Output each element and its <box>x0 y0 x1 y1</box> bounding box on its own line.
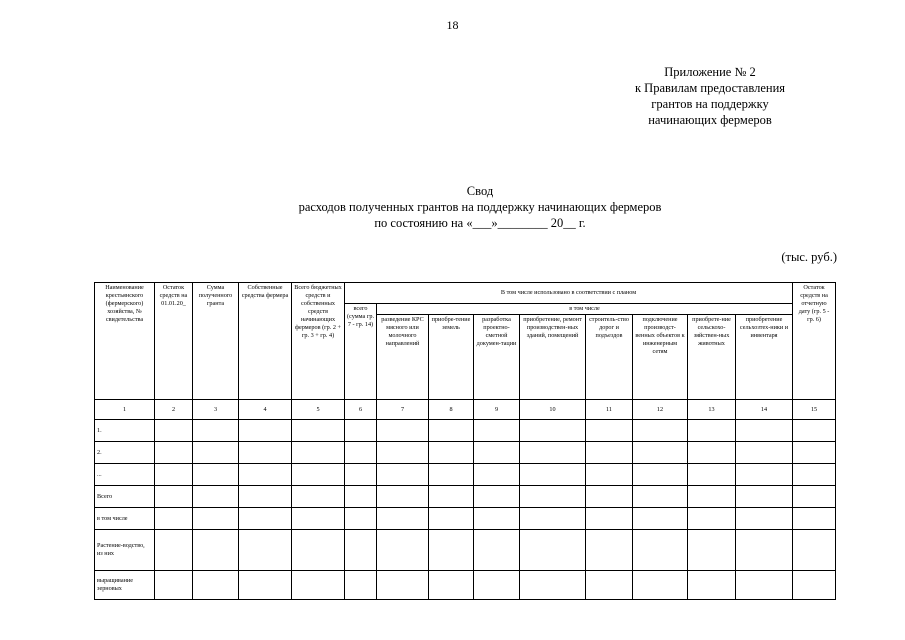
table-row <box>95 486 836 508</box>
header-col-2: Остаток средств на 01.01.20_ <box>155 283 193 400</box>
header-col-3: Сумма полученного гранта <box>193 283 239 400</box>
header-subgroup: в том числе <box>377 304 793 315</box>
column-number: 1 <box>95 400 155 420</box>
row-label: Растение-водство, из них <box>95 530 155 571</box>
column-number: 3 <box>193 400 239 420</box>
column-number: 5 <box>292 400 345 420</box>
column-number: 14 <box>736 400 793 420</box>
header-col-4: Собственные средства фермера <box>239 283 292 400</box>
column-numbers-row <box>95 400 836 420</box>
column-number: 12 <box>633 400 688 420</box>
header-col-9: разработка проектно-сметной докумен-тации <box>474 315 520 400</box>
appendix-heading <box>590 64 830 128</box>
header-col-15: Остаток средств на отчетную дату (гр. 5 - гр. 6) <box>793 283 836 400</box>
header-col-13: приобрете-ние сельскохо-зяйствен-ных животных <box>688 315 736 400</box>
table-row <box>95 571 836 600</box>
column-number: 13 <box>688 400 736 420</box>
column-number: 7 <box>377 400 429 420</box>
header-col-6: всего (сумма гр. 7 - гр. 14) <box>345 304 377 400</box>
page-number: 18 <box>446 18 459 32</box>
header-col-1: Наименование крестьянского (фермерского) хозяйства, № свидетельства <box>95 283 155 400</box>
units-label: (тыс. руб.) <box>781 250 837 264</box>
column-number: 11 <box>586 400 633 420</box>
column-number: 10 <box>520 400 586 420</box>
header-col-10: приобретение, ремонт производствен-ных зданий, помещений <box>520 315 586 400</box>
header-col-11: строитель-ство дорог и подъездов <box>586 315 633 400</box>
header-col-14: приобретение сельхозтех-ники и инвентаря <box>736 315 793 400</box>
expense-table <box>94 282 836 600</box>
column-number: 9 <box>474 400 520 420</box>
header-col-12: подключение производст-венных объектов к инженерным сетям <box>633 315 688 400</box>
header-col-5: Всего бюджетных средств и собственных средств начинающих фермеров (гр. 2 + гр. 3 + гр. 4) <box>292 283 345 400</box>
appendix-line: начинающих фермеров <box>648 113 772 127</box>
title-line: Свод <box>466 184 494 198</box>
column-number: 2 <box>155 400 193 420</box>
title-line: расходов полученных грантов на поддержку начинающих фермеров <box>298 200 662 214</box>
title-line: по состоянию на «___»________ 20__ г. <box>374 216 586 230</box>
header-group: В том числе использовано в соответствии с планом <box>345 283 793 304</box>
row-label: 2. <box>95 442 155 464</box>
column-number: 15 <box>793 400 836 420</box>
table-row <box>95 530 836 571</box>
row-label: 1. <box>95 420 155 442</box>
column-number: 4 <box>239 400 292 420</box>
column-number: 8 <box>429 400 474 420</box>
document-title <box>200 183 760 231</box>
table-row <box>95 442 836 464</box>
table-row <box>95 420 836 442</box>
header-col-8: приобре-тение земель <box>429 315 474 400</box>
row-label: выращивание зерновых <box>95 571 155 600</box>
appendix-line: грантов на поддержку <box>651 97 769 111</box>
appendix-line: Приложение № 2 <box>664 65 756 79</box>
table-row <box>95 508 836 530</box>
column-number: 6 <box>345 400 377 420</box>
row-label: Всего <box>95 486 155 508</box>
row-label: ... <box>95 464 155 486</box>
row-label: в том числе <box>95 508 155 530</box>
table-row <box>95 464 836 486</box>
appendix-line: к Правилам предоставления <box>634 81 786 95</box>
header-col-7: разведение КРС мясного или молочного направлений <box>377 315 429 400</box>
